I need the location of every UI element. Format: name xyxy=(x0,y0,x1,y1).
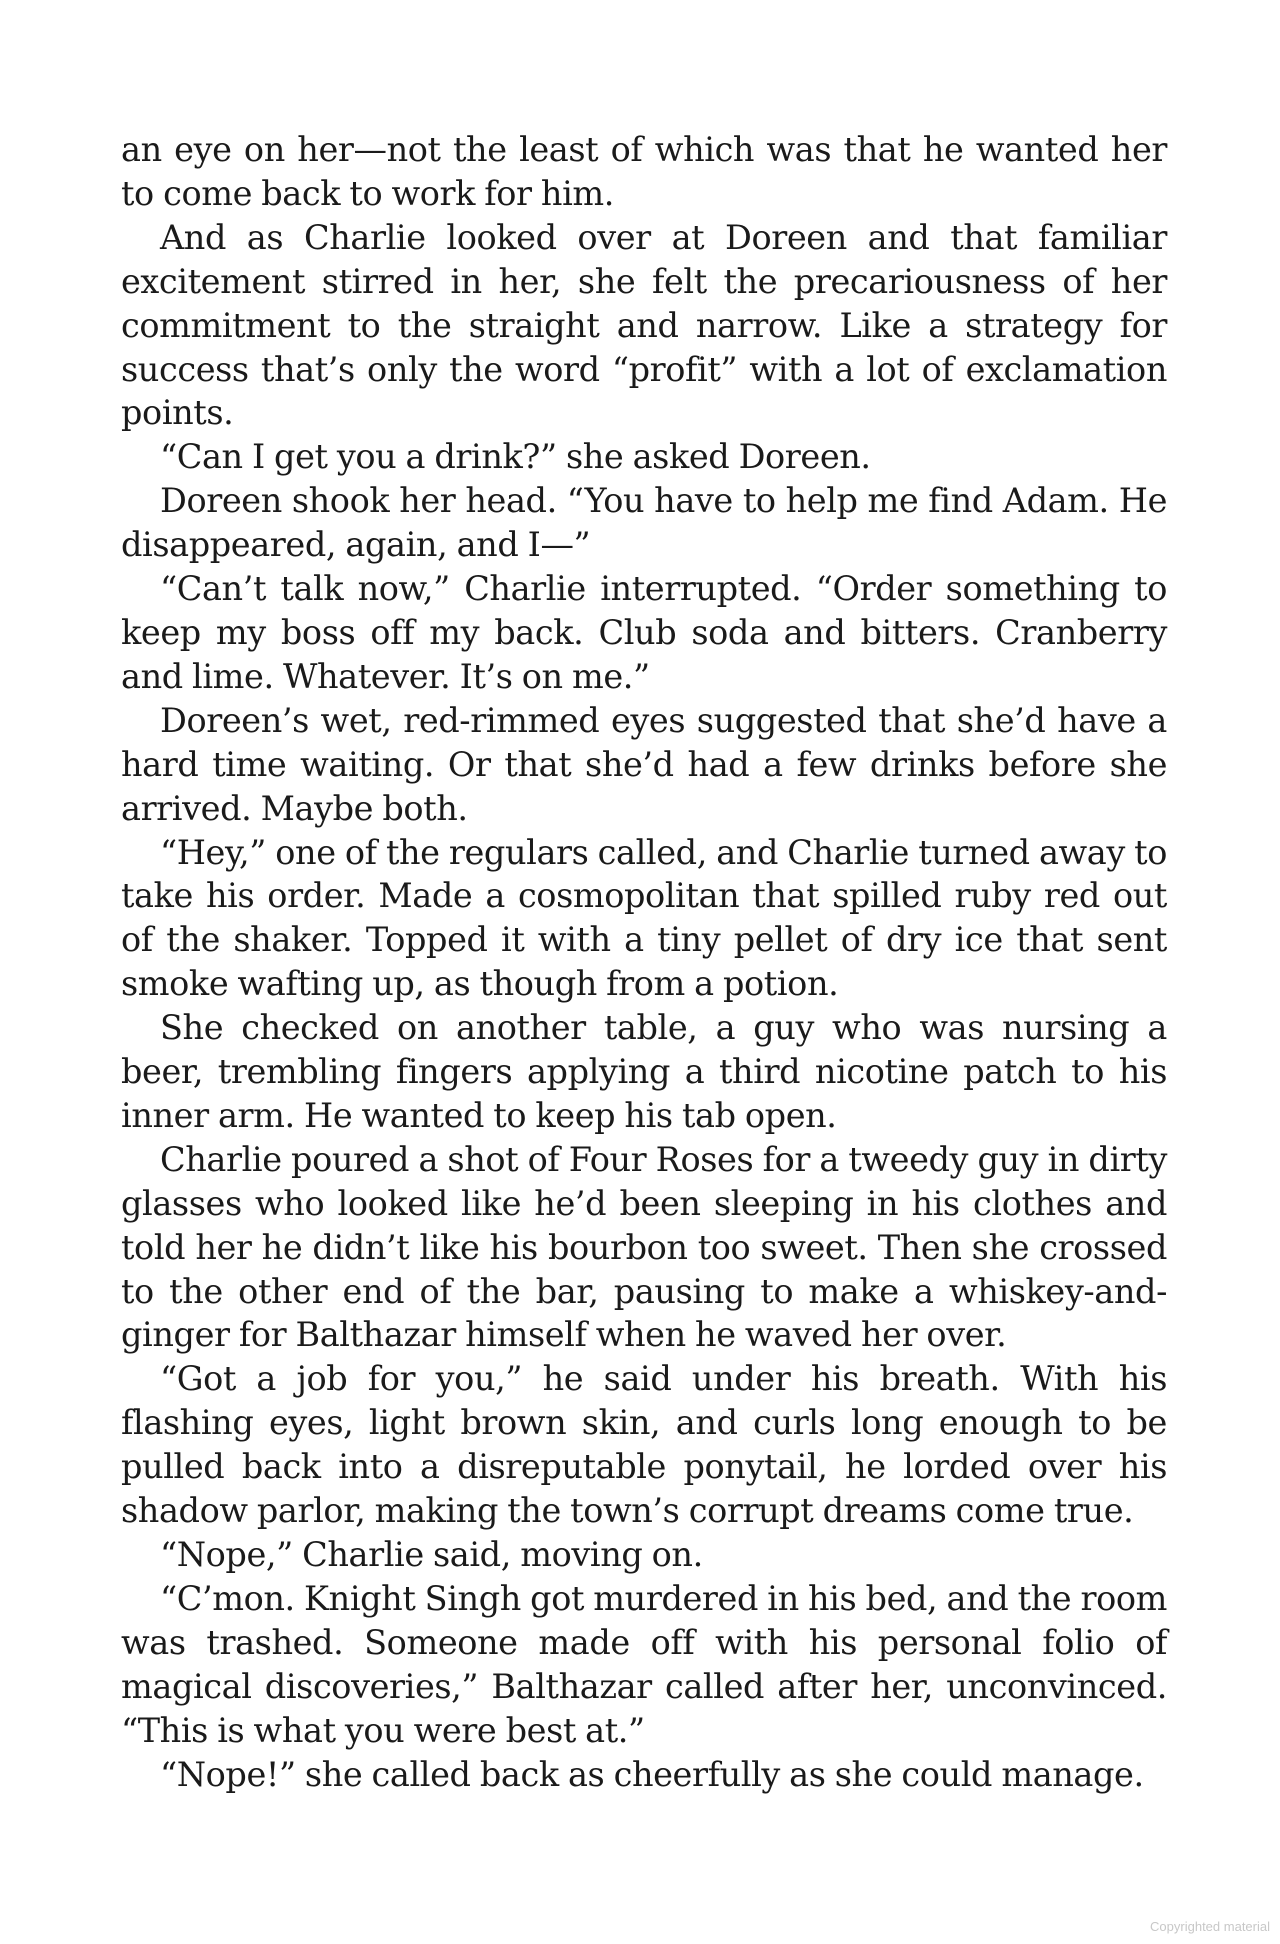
paragraph: “Can I get you a drink?” she asked Doreen. xyxy=(160,437,871,477)
paragraph: “Hey,” one of the regulars called, and Charlie turned away to take his order. Made a cosmopolitan that spilled ruby red out of the shaker. Topped it with a tiny pellet of dry ice that sent smoke wafting up, as though from a potion. xyxy=(121,832,1167,1004)
paragraph: And as Charlie looked over at Doreen and that familiar excitement stirred in her, she felt the precariousness of her commitment to the straight and narrow. Like a strategy for success that’s only the word “profit” with a lot of exclamation points. xyxy=(121,217,1167,433)
paragraph: “Nope,” Charlie said, moving on. xyxy=(160,1535,703,1574)
paragraph: Charlie poured a shot of Four Roses for a tweedy guy in dirty glasses who looked like he’d been sleeping in his clothes and told her he didn’t like his bourbon too sweet. Then she crossed to the other end of the bar, pausing to make a whiskey-and-ginger for Balthazar himself when he waved her over. xyxy=(121,1139,1167,1355)
paragraph: “Got a job for you,” he said under his breath. With his flashing eyes, light brown skin, and curls long enough to be pulled back into a disreputable ponytail, he lorded over his shadow parlor, making the town’s corrupt dreams come true. xyxy=(121,1359,1167,1531)
paragraph: an eye on her—not the least of which was that he wanted her to come back to work for him. xyxy=(121,130,1167,213)
paragraph: Doreen shook her head. “You have to help me find Adam. He disappeared, again, and I—” xyxy=(121,481,1167,565)
paragraph: “Can’t talk now,” Charlie interrupted. “Order something to keep my boss off my back. Club soda and bitters. Cranberry and lime. Whatever. It’s on me.” xyxy=(121,569,1167,696)
paragraph: Doreen’s wet, red-rimmed eyes suggested that she’d have a hard time waiting. Or that she’d had a few drinks before she arrived. Maybe both. xyxy=(121,700,1167,828)
paragraph: “C’mon. Knight Singh got murdered in his bed, and the room was trashed. Someone made off with his personal folio of magical discoveries,” Balthazar called after her, unconvinced. “This is what you were best at.” xyxy=(121,1578,1168,1750)
body-text xyxy=(121,128,1167,1796)
paragraph: She checked on another table, a guy who was nursing a beer, trembling fingers applying a third nicotine patch to his inner arm. He wanted to keep his tab open. xyxy=(121,1008,1167,1135)
paragraph: “Nope!” she called back as cheerfully as she could manage. xyxy=(160,1754,1144,1794)
copyright-watermark: Copyrighted material xyxy=(1150,1919,1270,1934)
